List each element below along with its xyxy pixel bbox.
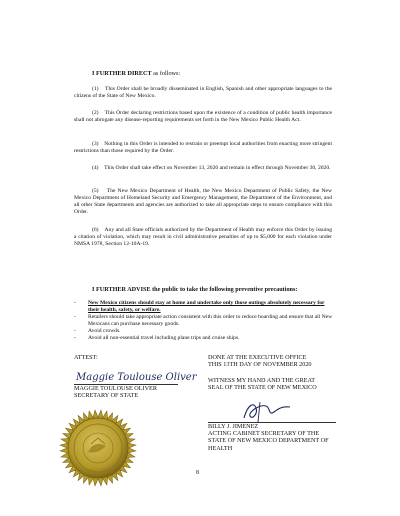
secretary-signature: Maggie Toulouse Oliver [76,372,197,383]
heading-further-direct: I FURTHER DIRECT as follows: [92,70,181,77]
paragraph-6: (6) Any and all State officials authorized by the Department of Health may enforce this Order by issuing a citation of violation, which may result in civil administrative penalties of up to $5,000 for each violation under NMSA 1978, Section 12-10A-19. [74,227,332,247]
list-item: - Avoid all non-essential travel including plane trips and cruise ships. [74,335,336,342]
precautions-list [74,300,336,342]
paragraph-2: (2) This Order declaring restrictions based upon the existence of a condition of public health importance shall not abrogate any disease-reporting requirements set forth in the New Mexico Public Health Act. [74,110,333,123]
signer-block: BILLY J. JIMENEZ ACTING CABINET SECRETARY OF THE STATE OF NEW MEXICO DEPARTMENT OF HEALTH [208,423,329,452]
list-item: - Avoid crowds. [74,328,336,335]
paragraph-4: (4) This Order shall take effect on November 13, 2020 and remain in effect through November 30, 2020. [92,165,331,171]
list-item: - Retailers should take appropriate action consistent with this order to reduce hoarding and ensure that all New Mexicans can purchase necessary goods. [74,314,336,328]
signer-signature-scribble [238,398,296,424]
state-seal-icon [58,408,138,488]
done-block: DONE AT THE EXECUTIVE OFFICE THIS 13TH DAY OF NOVEMBER 2020 [208,354,312,369]
page-number: 8 [196,470,199,476]
list-item: - New Mexico citizens should stay at home and undertake only those outings absolutely necessary for their health, safety, or welfare. [74,300,336,314]
paragraph-5: (5) The New Mexico Department of Health, the New Mexico Department of Public Safety, the New Mexico Department of Homeland Security and Emergency Management, the Department of the Environment, and all other State departments and agencies are authorized to take all appropriate steps to ensure compliance with this Order. [74,188,333,215]
witness-block: WITNESS MY HAND AND THE GREAT SEAL OF THE STATE OF NEW MEXICO [208,377,317,392]
heading-further-advise: I FURTHER ADVISE the public to take the following preventive precautions: [92,286,298,293]
attest-label: ATTEST: [74,354,98,361]
paragraph-3: (3) Nothing in this Order is intended to restrain or preempt local authorities from enacting more stringent restrictions than those required by the Order. [74,141,333,154]
paragraph-1: (1) This Order shall be broadly disseminated in English, Spanish and other appropriate languages to the citizens of the State of New Mexico. [74,86,333,99]
secretary-block: MAGGIE TOULOUSE OLIVER SECRETARY OF STATE [74,385,157,400]
